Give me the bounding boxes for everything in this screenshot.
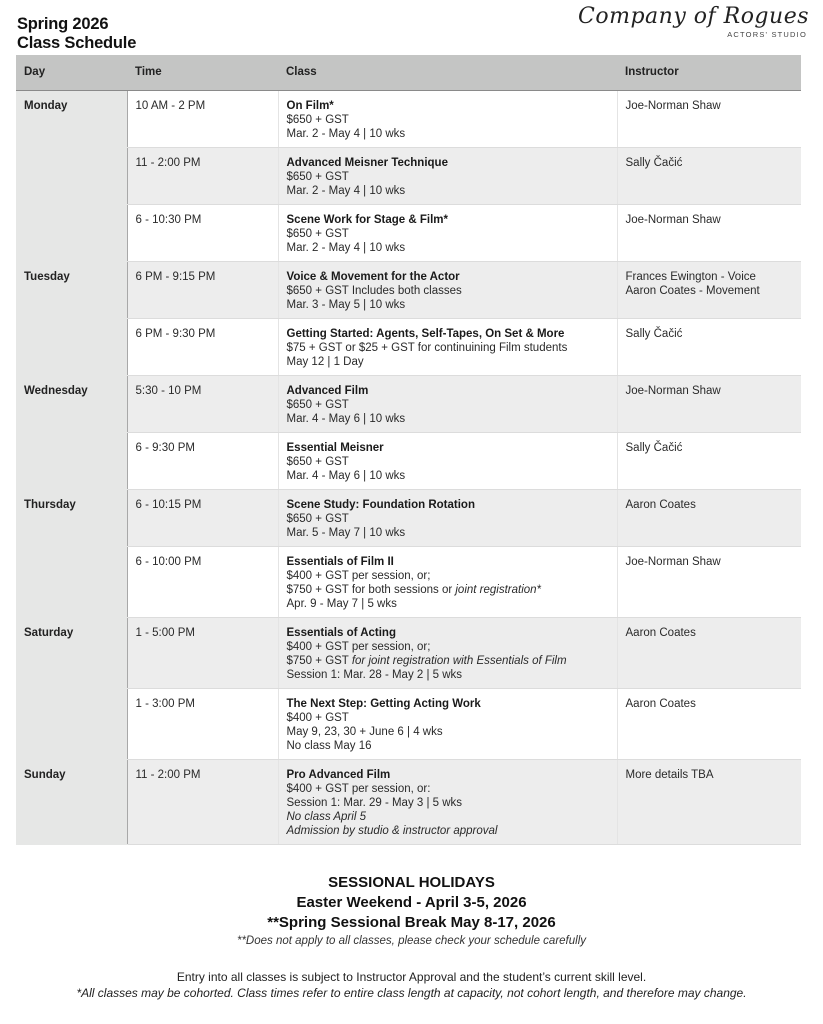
class-price: $650 + GST: [286, 455, 349, 468]
class-price: $650 + GST: [286, 227, 349, 240]
instructor-cell: [617, 147, 801, 204]
class-cell: [278, 432, 617, 489]
class-price-text: $750 + GST: [286, 654, 352, 667]
class-cell: [278, 147, 617, 204]
table-row: [16, 261, 801, 318]
cohort-note: *All classes may be cohorted. Class times refer to entire class length at capacity, not cohort length, and therefore may change.: [76, 986, 747, 1000]
instructor-cell: [617, 546, 801, 617]
class-dates: Mar. 5 - May 7 | 10 wks: [286, 526, 406, 539]
instructor-cell: [617, 261, 801, 318]
class-note: Admission by studio & instructor approval: [286, 824, 498, 837]
table-row: [16, 318, 801, 375]
class-note: No class May 16: [286, 739, 372, 752]
instructor-name: Sally Čačić: [625, 156, 683, 169]
day-cell: [16, 432, 127, 489]
day-cell: [16, 318, 127, 375]
instructor-cell: [617, 759, 801, 844]
class-cell: [278, 688, 617, 759]
page-title: [17, 15, 136, 53]
holidays-heading: SESSIONAL HOLIDAYS: [328, 874, 495, 891]
class-dates: Mar. 2 - May 4 | 10 wks: [286, 241, 406, 254]
time-cell: 6 PM - 9:30 PM: [127, 318, 278, 375]
class-cell: [278, 375, 617, 432]
class-price-text: $750 + GST for both sessions or: [286, 583, 456, 596]
class-dates: Mar. 4 - May 6 | 10 wks: [286, 469, 406, 482]
table-row: [16, 489, 801, 546]
instructor-name: Aaron Coates: [625, 697, 696, 710]
class-price: $400 + GST per session, or:: [286, 782, 431, 795]
class-cell: [278, 90, 617, 147]
class-name: The Next Step: Getting Acting Work: [286, 697, 481, 710]
time-cell: 10 AM - 2 PM: [127, 90, 278, 147]
class-name: Essentials of Film II: [286, 555, 394, 568]
class-note: No class April 5: [286, 810, 366, 823]
time-cell: 11 - 2:00 PM: [127, 759, 278, 844]
class-cell: [278, 489, 617, 546]
instructor-name: Joe-Norman Shaw: [625, 213, 721, 226]
class-name: On Film*: [286, 99, 334, 112]
table-row: [16, 688, 801, 759]
day-cell: [16, 688, 127, 759]
class-cell: [278, 261, 617, 318]
class-price: $75 + GST or $25 + GST for continuining Film students: [286, 341, 568, 354]
class-name: Pro Advanced Film: [286, 768, 391, 781]
instructor-cell: [617, 489, 801, 546]
holiday-easter: Easter Weekend - April 3-5, 2026: [296, 894, 527, 911]
class-price: $650 + GST: [286, 398, 349, 411]
class-cell: [278, 204, 617, 261]
class-name: Voice & Movement for the Actor: [286, 270, 460, 283]
footer-notes: [0, 873, 823, 1001]
time-cell: 6 - 10:00 PM: [127, 546, 278, 617]
time-cell: 6 PM - 9:15 PM: [127, 261, 278, 318]
instructor-name: Sally Čačić: [625, 327, 683, 340]
entry-note: Entry into all classes is subject to Instructor Approval and the student’s current skill level.: [176, 970, 647, 984]
logo-wordmark: Company of Rogues: [578, 4, 809, 29]
instructor-name: More details TBA: [625, 768, 714, 781]
time-cell: 1 - 5:00 PM: [127, 617, 278, 688]
class-price-joint: [287, 654, 610, 668]
instructor-name: Joe-Norman Shaw: [625, 384, 721, 397]
instructor-cell: [617, 432, 801, 489]
class-dates: Mar. 2 - May 4 | 10 wks: [286, 184, 406, 197]
class-price: $650 + GST Includes both classes: [286, 284, 462, 297]
class-cell: [278, 617, 617, 688]
table-row: [16, 617, 801, 688]
time-cell: 6 - 9:30 PM: [127, 432, 278, 489]
class-price-italic: joint registration*: [455, 583, 542, 596]
title-schedule: Class Schedule: [17, 34, 137, 52]
column-header-class: Class: [278, 55, 617, 90]
day-cell: Tuesday: [16, 261, 127, 318]
class-cell: [278, 759, 617, 844]
instructor-name: Aaron Coates: [625, 498, 696, 511]
class-dates: May 12 | 1 Day: [286, 355, 364, 368]
instructor-name: Aaron Coates: [625, 626, 696, 639]
table-header-row: [16, 55, 801, 90]
title-season: Spring 2026: [17, 15, 109, 33]
class-name: Essential Meisner: [286, 441, 384, 454]
day-cell: Monday: [16, 90, 127, 147]
day-cell: Saturday: [16, 617, 127, 688]
day-cell: Sunday: [16, 759, 127, 844]
schedule-table: [16, 55, 801, 845]
instructor-cell: [617, 90, 801, 147]
instructor-cell: [617, 375, 801, 432]
table-row: [16, 204, 801, 261]
table-row: [16, 90, 801, 147]
break-note: **Does not apply to all classes, please check your schedule carefully: [236, 935, 587, 947]
column-header-instructor: Instructor: [617, 55, 801, 90]
instructor-name: Joe-Norman Shaw: [625, 99, 721, 112]
class-name: Advanced Film: [286, 384, 369, 397]
time-cell: 6 - 10:15 PM: [127, 489, 278, 546]
time-cell: 1 - 3:00 PM: [127, 688, 278, 759]
class-name: Advanced Meisner Technique: [286, 156, 448, 169]
class-name: Scene Work for Stage & Film*: [286, 213, 448, 226]
class-dates: Session 1: Mar. 29 - May 3 | 5 wks: [286, 796, 463, 809]
instructor-cell: [617, 204, 801, 261]
class-dates: Mar. 2 - May 4 | 10 wks: [286, 127, 406, 140]
class-dates: Mar. 3 - May 5 | 10 wks: [286, 298, 406, 311]
day-cell: Wednesday: [16, 375, 127, 432]
day-cell: [16, 204, 127, 261]
class-dates: Mar. 4 - May 6 | 10 wks: [286, 412, 406, 425]
class-name: Getting Started: Agents, Self-Tapes, On Set & More: [286, 327, 565, 340]
day-cell: [16, 147, 127, 204]
class-cell: [278, 318, 617, 375]
class-dates: Apr. 9 - May 7 | 5 wks: [286, 597, 397, 610]
instructor-cell: [617, 318, 801, 375]
day-cell: Thursday: [16, 489, 127, 546]
instructor-name: Aaron Coates - Movement: [625, 284, 760, 297]
table-row: [16, 432, 801, 489]
table-row: [16, 546, 801, 617]
time-cell: 11 - 2:00 PM: [127, 147, 278, 204]
class-dates: Session 1: Mar. 28 - May 2 | 5 wks: [286, 668, 463, 681]
class-dates: May 9, 23, 30 + June 6 | 4 wks: [286, 725, 443, 738]
class-price: $650 + GST: [286, 512, 349, 525]
class-cell: [278, 546, 617, 617]
table-row: [16, 759, 801, 844]
instructor-name: Frances Ewington - Voice: [625, 270, 756, 283]
class-price-italic: for joint registration with Essentials of Film: [351, 654, 567, 667]
column-header-time: Time: [127, 55, 278, 90]
class-price-joint: [287, 583, 610, 597]
instructor-cell: [617, 688, 801, 759]
column-header-day: Day: [16, 55, 127, 90]
table-row: [16, 375, 801, 432]
class-price: $400 + GST: [286, 711, 349, 724]
class-price: $400 + GST per session, or;: [286, 640, 431, 653]
class-price: $400 + GST per session, or;: [286, 569, 431, 582]
day-cell: [16, 546, 127, 617]
instructor-name: Joe-Norman Shaw: [625, 555, 721, 568]
table-row: [16, 147, 801, 204]
instructor-cell: [617, 617, 801, 688]
class-name: Essentials of Acting: [286, 626, 396, 639]
holiday-spring-break: **Spring Sessional Break May 8-17, 2026: [267, 914, 556, 931]
class-price: $650 + GST: [286, 113, 349, 126]
instructor-name: Sally Čačić: [625, 441, 683, 454]
logo-tagline: ACTORS' STUDIO: [727, 30, 807, 39]
studio-logo: [569, 2, 809, 39]
time-cell: 6 - 10:30 PM: [127, 204, 278, 261]
class-price: $650 + GST: [286, 170, 349, 183]
class-name: Scene Study: Foundation Rotation: [286, 498, 475, 511]
time-cell: 5:30 - 10 PM: [127, 375, 278, 432]
